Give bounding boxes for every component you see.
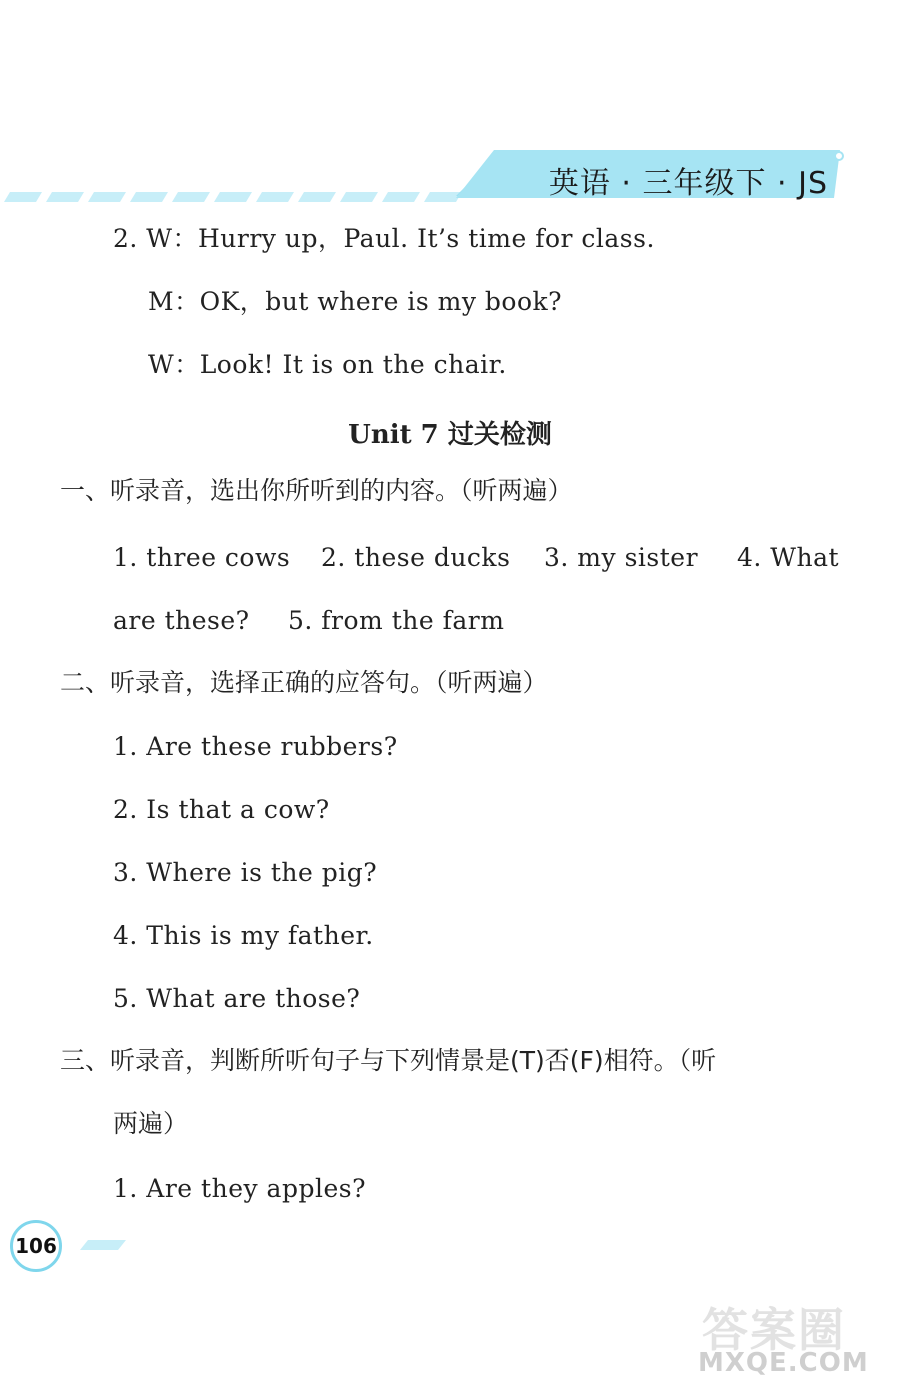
- page-number-badge: [10, 1220, 62, 1272]
- dialogue-line-2: M：OK，but where is my book?: [148, 287, 563, 316]
- section3-heading-cont: 两遍）: [113, 1109, 189, 1138]
- dialogue-line-1: 2. W：Hurry up，Paul. It’s time for class.: [113, 224, 655, 253]
- list-item: 5. from the farm: [288, 606, 505, 635]
- section2-heading: 二、听录音，选择正确的应答句。（听两遍）: [60, 668, 548, 697]
- list-item: 3. my sister: [544, 543, 699, 572]
- header-title: 英语 · 三年级下 · JS: [548, 166, 828, 201]
- watermark-bottom: MXQE.COM: [698, 1348, 869, 1378]
- list-item: 1. three cows: [113, 543, 291, 572]
- list-item: 4. This is my father.: [113, 921, 374, 950]
- list-item: 4. What: [737, 543, 840, 572]
- watermark-top: 答案圈: [702, 1303, 846, 1357]
- list-item: 5. What are those?: [113, 984, 361, 1013]
- list-item: 1. Are these rubbers?: [113, 732, 398, 761]
- watermark: [692, 1294, 892, 1384]
- list-item: 2. Is that a cow?: [113, 795, 330, 824]
- list-item: 3. Where is the pig?: [113, 858, 378, 887]
- dialogue-line-3: W：Look! It is on the chair.: [148, 350, 507, 379]
- list-item: are these?: [113, 606, 250, 635]
- section1-heading: 一、听录音，选出你所听到的内容。（听两遍）: [60, 476, 573, 505]
- page-number-decoration: [78, 1238, 128, 1252]
- unit-title: Unit 7 过关检测: [348, 420, 552, 450]
- page-number: 106: [10, 1220, 62, 1272]
- section3-heading: 三、听录音，判断所听句子与下列情景是(T)否(F)相符。（听: [60, 1046, 717, 1075]
- list-item: 1. Are they apples?: [113, 1174, 366, 1203]
- list-item: 2. these ducks: [321, 543, 511, 572]
